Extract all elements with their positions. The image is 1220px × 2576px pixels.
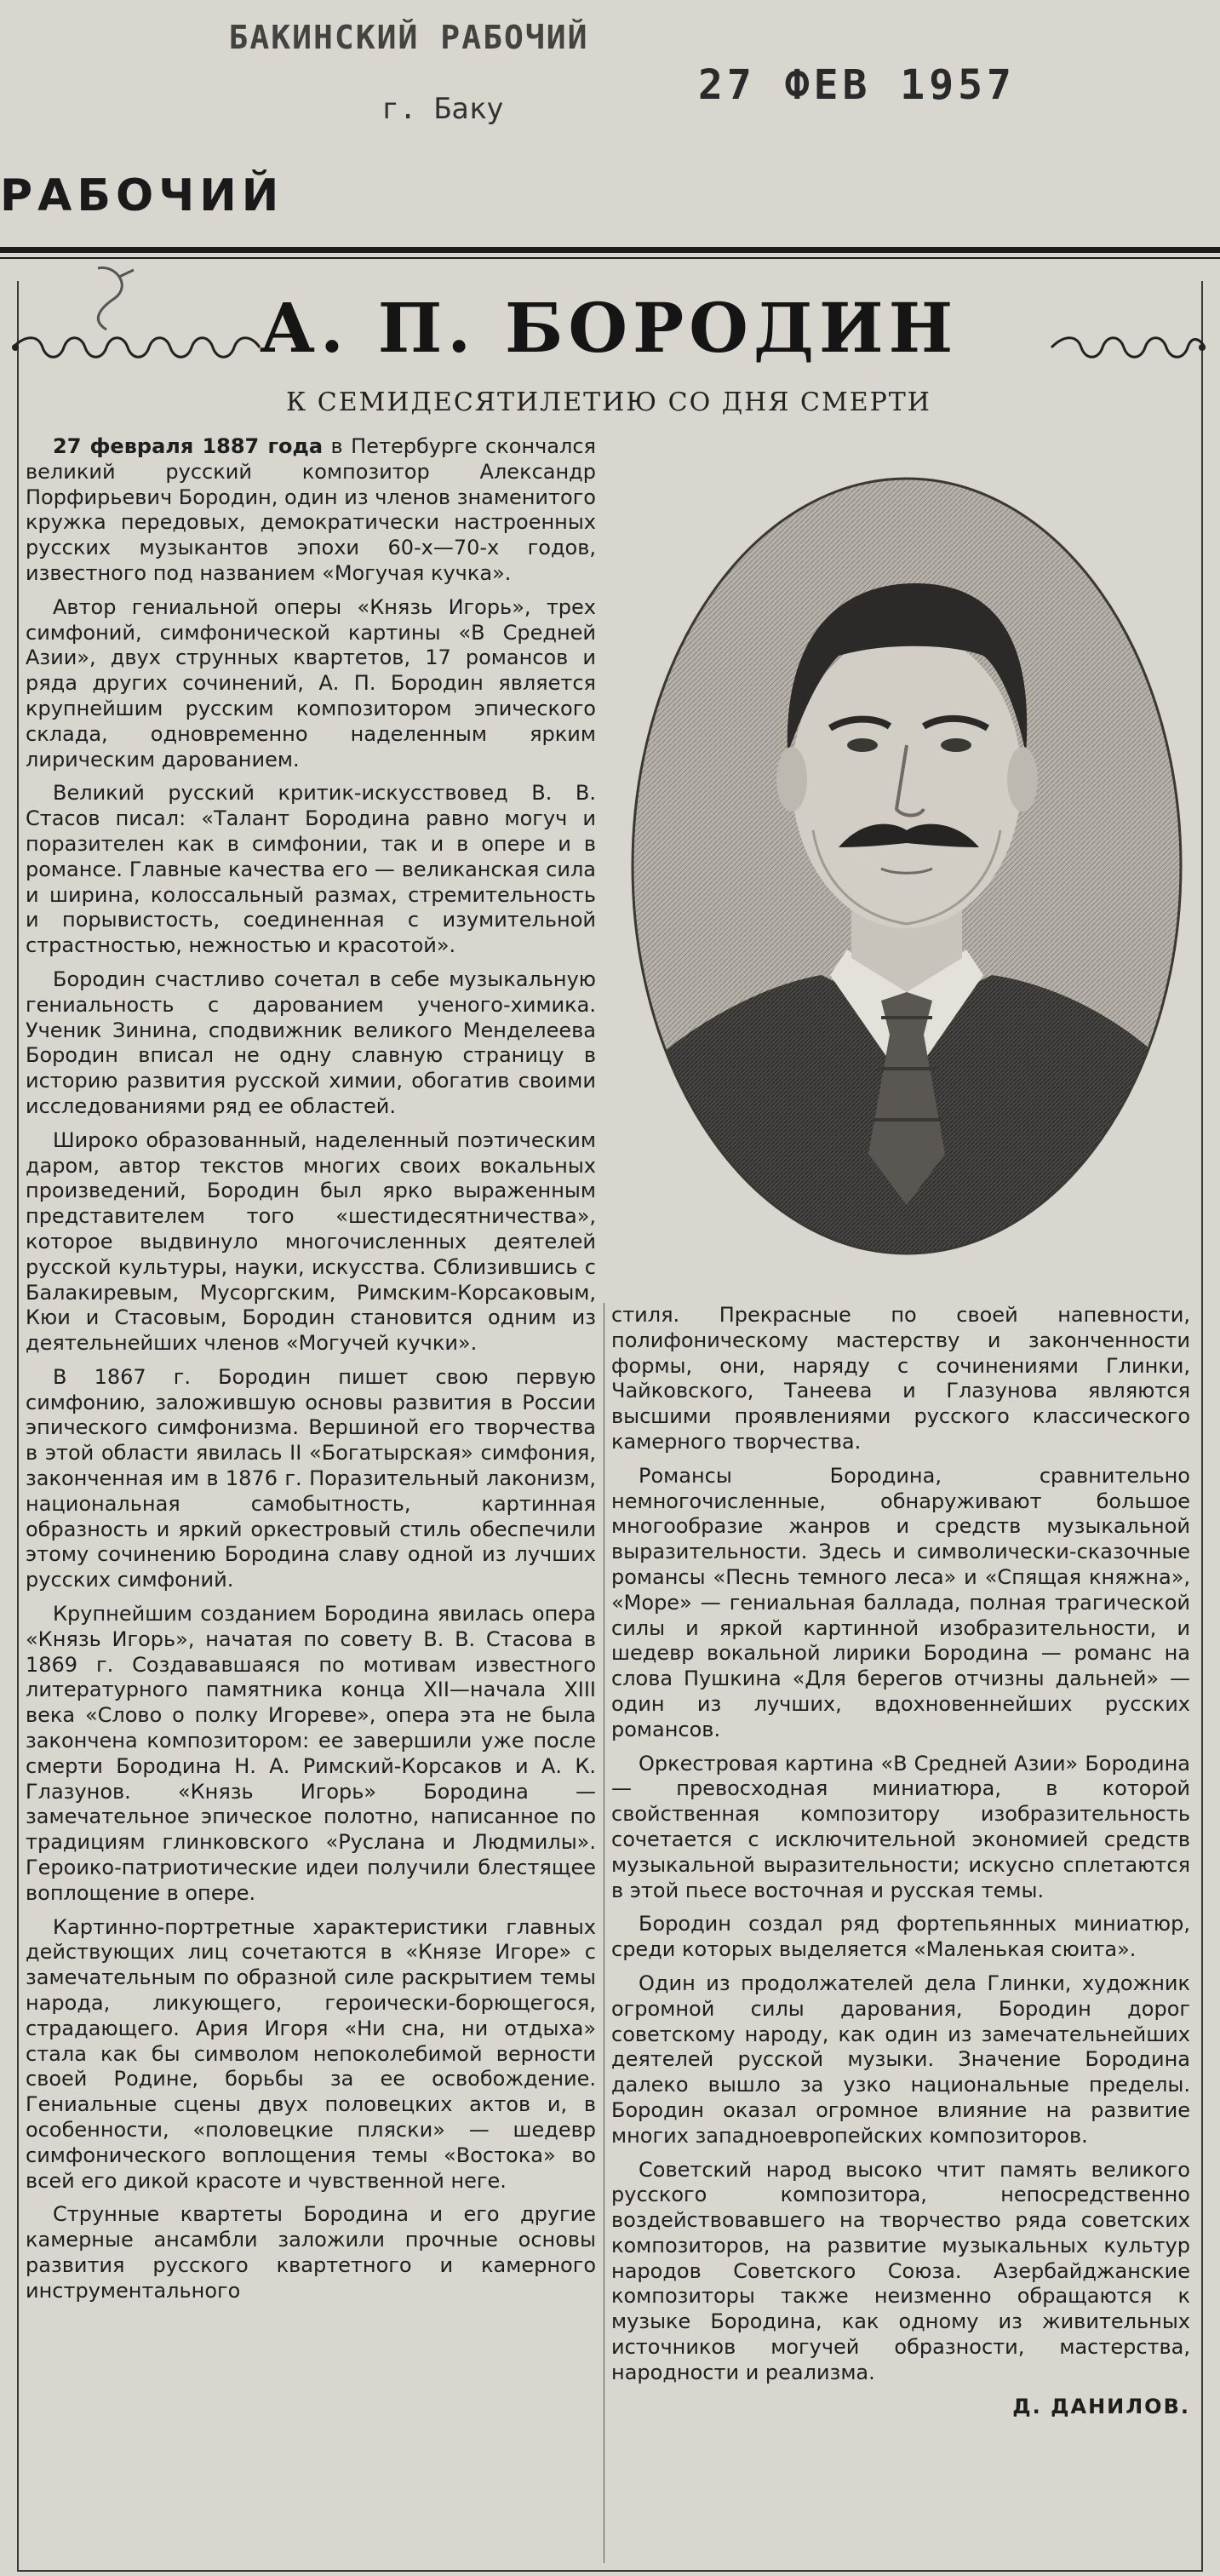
pencil-scribble-icon bbox=[81, 260, 149, 336]
article-frame-bottom bbox=[17, 2570, 1203, 2572]
portrait-engraving-icon bbox=[626, 473, 1188, 1260]
article-paragraph: Широко образованный, наделенный поэтическим даром, автор текстов многих своих вокальных произведений, Бородин был ярко выраженным представителем того «шестидесятничества», которое выдвинуло многочисленных деятелей русской культуры, науки, искусства. Сблизившись с Балакиревым, Мусоргским, Римским-Корсаковым, Кюи и Стасовым, Бородин становится одним из деятельнейших членов «Могучей кучки». bbox=[26, 1127, 596, 1356]
archive-stamp-paper-name: БАКИНСКИЙ РАБОЧИЙ bbox=[228, 19, 589, 56]
archive-stamp-city: г. Баку bbox=[381, 92, 504, 126]
article-paragraph: Великий русский критик-искусствовед В. В. Стасов писал: «Талант Бородина равно могуч и поразителен как в симфонии, так и в опере и в романсе. Главные качества его — великанская сила и ширина, колоссальный размах, стремительность и порывистость, соединенная с изумительной страстностью, нежностью и красотой». bbox=[26, 781, 596, 958]
article-paragraph: Автор гениальной оперы «Князь Игорь», трех симфоний, симфонической картины «В Средней Азии», двух струнных квартетов, 17 романсов и ряда других сочинений, А. П. Бородин является крупнейшим русским композитором эпического склада, одновременно наделенным ярким лирическим дарованием. bbox=[26, 594, 596, 772]
masthead-rule-thin bbox=[0, 257, 1220, 259]
article-paragraph: стиля. Прекрасные по своей напевности, полифоническому мастерству и законченности формы, они, наряду с сочинениями Глинки, Чайковского, Танеева и Глазунова являются высшими проявлениями русского классического камерного творчества. bbox=[611, 1303, 1190, 1454]
article-subtitle: К СЕМИДЕСЯТИЛЕТИЮ СО ДНЯ СМЕРТИ bbox=[286, 387, 931, 417]
author-signature: Д. ДАНИЛОВ. bbox=[1012, 2394, 1190, 2418]
article-paragraph: Оркестровая картина «В Средней Азии» Бородина — превосходная миниатюра, в которой свойственная композитору изобразительность сочетается с исключительной экономией средств музыкальной выразительности; искусно сплетаются в этой пьесе восточная и русская темы. bbox=[611, 1751, 1190, 1902]
article-paragraph: Бородин счастливо сочетал в себе музыкальную гениальность с дарованием ученого-химика. Ученик Зинина, сподвижник великого Менделеева Бородин вписал не одну славную страницу в историю развития русской химии, обогатив своими исследованиями ряд ее областей. bbox=[26, 967, 596, 1118]
article-paragraph: 27 февраля 1887 года в Петербурге скончался великий русский композитор Александр Порфирьевич Бородин, один из членов знаменитого кружка передовых, демократически настроенных русских музыкантов эпохи 60-х—70-х годов, известного под названием «Могучая кучка». bbox=[26, 434, 596, 585]
article-paragraph: Один из продолжателей дела Глинки, художник огромной силы дарования, Бородин дорог советскому народу, как один из замечательнейших деятелей русской музыки. Значение Бородина далеко вышло за узко национальные пределы. Бородин оказал огромное влияние на развитие многих западноевропейских композиторов. bbox=[611, 1971, 1190, 2148]
article-column-right bbox=[611, 1303, 1190, 2563]
article-column-left bbox=[26, 434, 596, 2563]
article-paragraph: Крупнейшим созданием Бородина явилась опера «Князь Игорь», начатая по совету В. В. Стасова в 1869 г. Создававшаяся по мотивам известного литературного памятника конца XII—начала XIII века «Слово о полку Игореве», опера эта не была закончена композитором: ее завершили уже после смерти Бородина Н. А. Римский-Корсаков и А. К. Глазунов. «Князь Игорь» Бородина —замечательное эпическое полотно, написанное по традициям глинковского «Руслана и Людмилы». Героико-патриотические идеи получили блестящее воплощение в опере. bbox=[26, 1602, 596, 1905]
article-paragraph: Романсы Бородина, сравнительно немногочисленные, обнаруживают большое многообразие жанров и средств музыкальной выразительности. Здесь и символически-сказочные романсы «Песнь темного леса» и «Спящая княжна», «Море» — гениальная баллада, полная трагической силы и яркой картинной изобразительности, и шедевр вокальной лирики Бородина — романс на слова Пушкина «Для берегов отчизны дальней» — один из лучших, вдохновеннейших русских романсов. bbox=[611, 1463, 1190, 1741]
lead-date: 27 февраля 1887 года bbox=[53, 434, 324, 458]
article-paragraph: Бородин создал ряд фортепьянных миниатюр, среди которых выделяется «Маленькая сюита». bbox=[611, 1912, 1190, 1962]
article-frame-left bbox=[17, 281, 19, 2572]
article-paragraph: Советский народ высоко чтит память великого русского композитора, непосредственно воздействовавшего на творчество ряда советских композиторов, на развитие музыкальных культур народов Советского Союза. Азербайджанские композиторы также неизменно обращаются к музыке Бородина, как одному из живительных источников могучей образности, мастерства, народности и реализма. bbox=[611, 2157, 1190, 2384]
ornament-left-icon bbox=[9, 330, 264, 364]
archive-stamp-date: 27 ФЕВ 1957 bbox=[698, 61, 1016, 109]
article-headline: А. П. БОРОДИН bbox=[259, 288, 959, 368]
ornament-right-icon bbox=[1047, 330, 1209, 364]
article-frame-right bbox=[1201, 281, 1203, 2572]
article-paragraph: В 1867 г. Бородин пишет свою первую симфонию, заложившую основы развития в России эпического симфонизма. Вершиной его творчества в этой области явилась II «Богатырская» симфония, законченная им в 1876 г. Поразительный лаконизм, национальная самобытность, картинная образность и яркий оркестровый стиль обеспечили этому сочинению Бородина славу одной из лучших русских симфоний. bbox=[26, 1364, 596, 1592]
article-paragraph: Струнные квартеты Бородина и его другие камерные ансамбли заложили прочные основы развития русского квартетного и камерного инструментального bbox=[26, 2202, 596, 2303]
newspaper-masthead: РАБОЧИЙ bbox=[0, 170, 284, 221]
article-paragraph: Картинно-портретные характеристики главных действующих лиц сочетаются в «Князе Игоре» с замечательным по образной силе раскрытием темы народа, ликующего, героически-борющегося, страдающего. Ария Игоря «Ни сна, ни отдыха» стала как бы символом непоколебимой верности своей Родине, борьбы за ее освобождение. Гениальные сцены двух половецких актов и, в особенности, «половецкие пляски» — шедевр симфонического воплощения темы «Востока» во всей его дикой красоте и чувственной неге. bbox=[26, 1914, 596, 2193]
masthead-rule bbox=[0, 247, 1220, 253]
